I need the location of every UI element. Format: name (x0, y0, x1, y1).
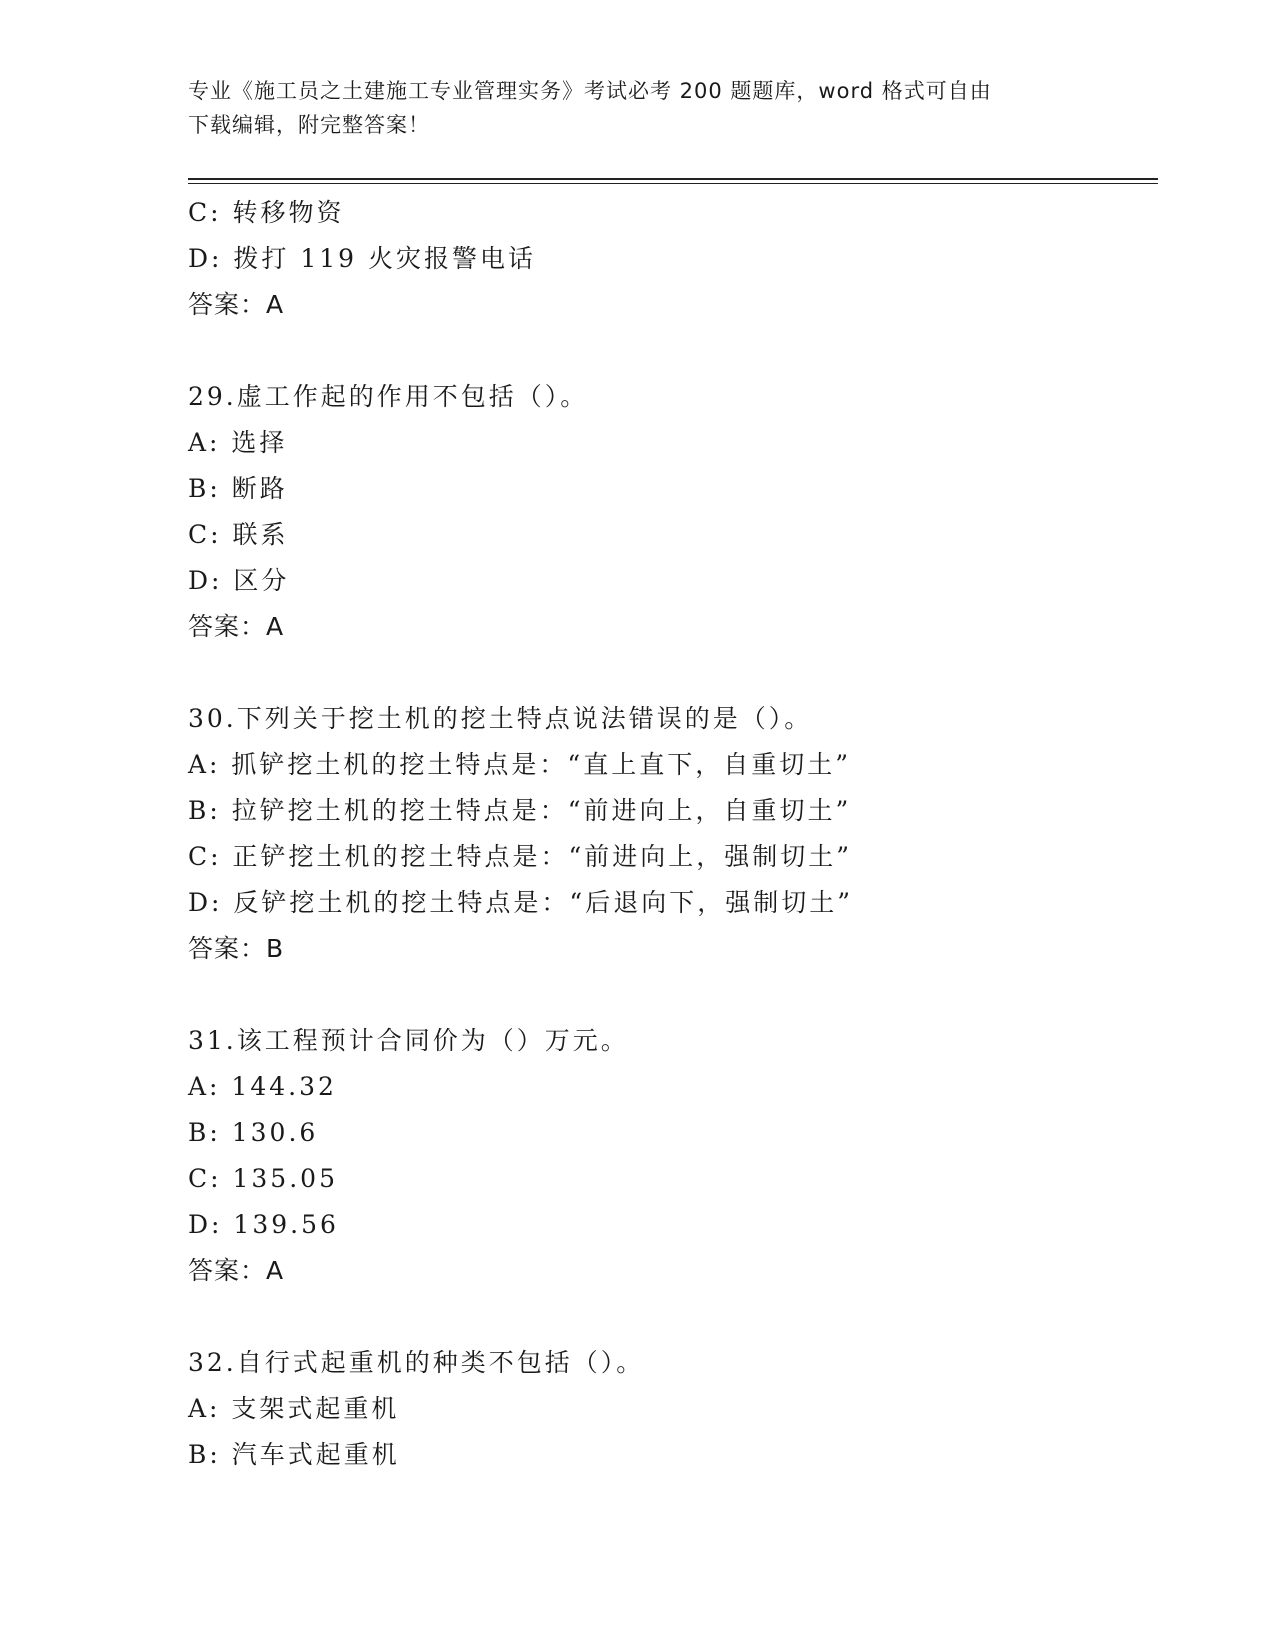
header-divider-thin (188, 183, 1158, 184)
option-b: B: 断路 (188, 474, 288, 503)
option-c: C: 135.05 (188, 1164, 338, 1193)
option-d: D: 139.56 (188, 1210, 339, 1239)
question-32 (188, 1340, 1148, 1478)
answer-line: 答案：A (188, 1256, 285, 1285)
header-divider-thick (188, 178, 1158, 180)
option-a: A: 144.32 (188, 1072, 337, 1101)
question-stem: 31.该工程预计合同价为（）万元。 (188, 1026, 629, 1055)
answer-line: 答案：A (188, 612, 285, 641)
option-c: C: 联系 (188, 520, 289, 549)
option-d: D: 区分 (188, 566, 290, 595)
option-a: A: 选择 (188, 428, 288, 457)
spacer (188, 1294, 1148, 1340)
question-stem: 29.虚工作起的作用不包括（）。 (188, 382, 589, 411)
option-a: A: 抓铲挖土机的挖土特点是：“直上直下，自重切土” (188, 750, 851, 779)
header-line-1: 专业《施工员之土建施工专业管理实务》考试必考 200 题题库，word 格式可自由 (188, 79, 992, 103)
answer-line: 答案：B (188, 934, 285, 963)
option-d: D: 拨打 119 火灾报警电话 (188, 244, 537, 273)
spacer (188, 650, 1148, 696)
prev-question-tail (188, 190, 1148, 328)
document-header (188, 74, 1068, 142)
option-b: B: 拉铲挖土机的挖土特点是：“前进向上，自重切土” (188, 796, 852, 825)
option-b: B: 130.6 (188, 1118, 319, 1147)
header-line-2: 下载编辑，附完整答案！ (188, 113, 430, 137)
question-list (188, 190, 1148, 1478)
answer-line: 答案：A (188, 290, 285, 319)
option-b: B: 汽车式起重机 (188, 1440, 400, 1469)
question-29 (188, 374, 1148, 650)
option-c: C: 正铲挖土机的挖土特点是：“前进向上，强制切土” (188, 842, 853, 871)
spacer (188, 328, 1148, 374)
question-stem: 30.下列关于挖土机的挖土特点说法错误的是（）。 (188, 704, 813, 733)
option-c: C: 转移物资 (188, 198, 345, 227)
question-30 (188, 696, 1148, 972)
spacer (188, 972, 1148, 1018)
option-d: D: 反铲挖土机的挖土特点是：“后退向下，强制切土” (188, 888, 853, 917)
option-a: A: 支架式起重机 (188, 1394, 400, 1423)
question-31 (188, 1018, 1148, 1294)
question-stem: 32.自行式起重机的种类不包括（）。 (188, 1348, 645, 1377)
